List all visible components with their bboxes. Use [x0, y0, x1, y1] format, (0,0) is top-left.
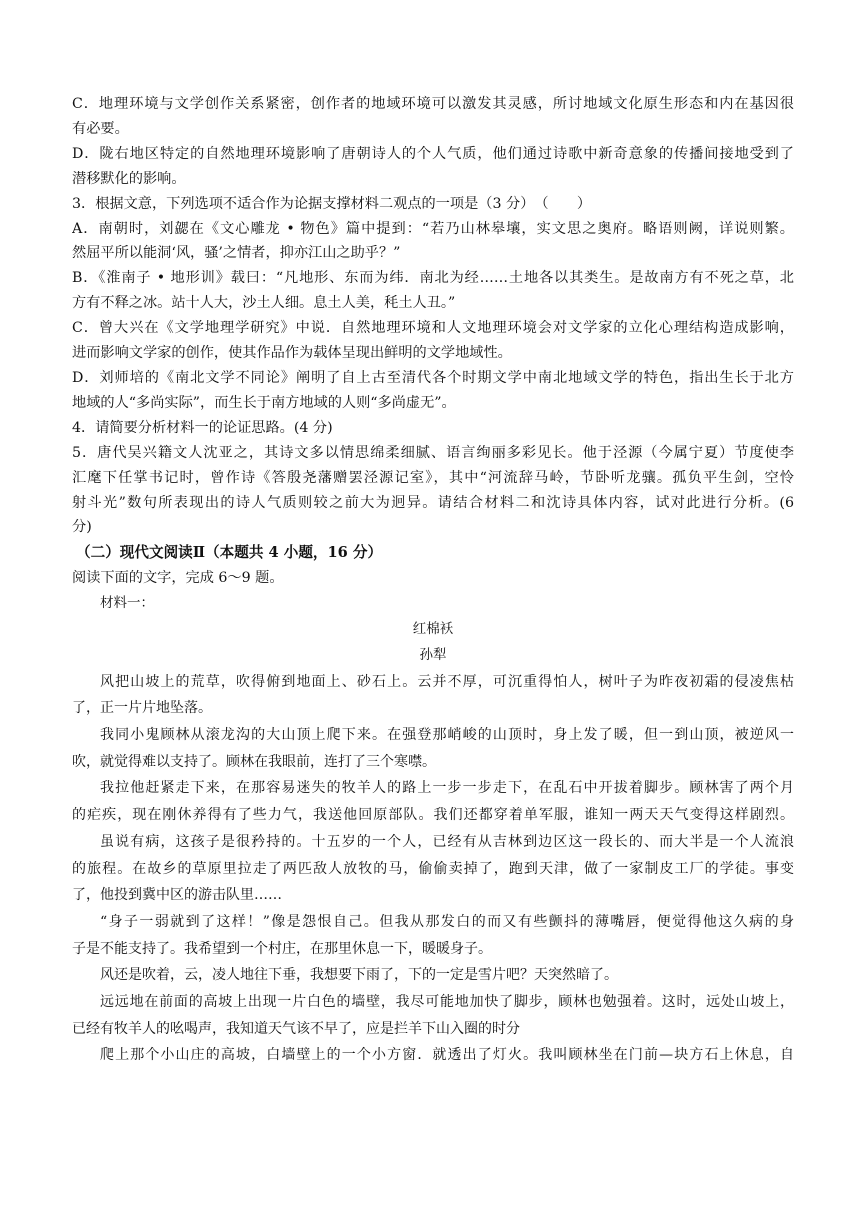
section-heading: （二）现代文阅读Ⅱ（本题共 4 小题，16 分）: [76, 544, 383, 562]
story-line: 了，正一片片地坠落。: [72, 700, 212, 717]
story-line: 风把山坡上的荒草，吹得俯到地面上、砂石上。云并不厚，可沉重得怕人，树叶子为昨夜初霜的侵凌焦枯: [100, 673, 794, 690]
text-line: 地域的人“多尚实际”，而生长于南方地域的人则“多尚虚无”。: [72, 394, 456, 411]
text-line: 汇麾下任掌书记时，曾作诗《答殷尧藩赠罢泾源记室》，其中“河流辞马岭，节卧听龙骧。孤负平生剑，空怜: [72, 469, 794, 486]
story-line: 了，他投到冀中区的游击队里……: [72, 887, 282, 904]
text-line: D．陇右地区特定的自然地理环境影响了唐朝诗人的个人气质，他们通过诗歌中新奇意象的传播间接地受到了: [72, 145, 794, 162]
text-line: 潜移默化的影响。: [72, 170, 186, 187]
exam-page: [72, 92, 794, 1069]
question-3: 3．根据文意，下列选项不适合作为论据支撑材料二观点的一项是（3 分） （ ）: [72, 195, 592, 212]
story-line: “身子一弱就到了这样！”像是怨恨自己。但我从那发白的而又有些颤抖的薄嘴唇，便觉得他这久病的身: [100, 913, 794, 930]
text-line: 方有不释之冰。站十人大，沙土人细。息土人美，秏土人丑。”: [72, 295, 456, 312]
text-line: 然屈平所以能洞‘风，骚’之情者，抑亦江山之助乎？”: [72, 245, 401, 262]
story-line: 虽说有病，这孩子是很矜持的。十五岁的一个人，已经有从吉林到边区这一段长的、而大半是一个人流浪: [100, 833, 794, 850]
story-line: 风还是吹着，云，凌人地往下垂，我想要下雨了，下的一定是雪片吧？天突然暗了。: [100, 967, 618, 984]
instruction-text: 阅读下面的文字，完成 6～9 题。: [72, 569, 284, 586]
text-line: D．刘师培的《南北文学不同论》阐明了自上古至清代各个时期文学中南北地域文学的特色，指出生长于北方: [72, 369, 794, 386]
story-line: 我同小鬼顾林从滚龙沟的大山顶上爬下来。在强登那峭峻的山顶时，身上发了暖，但一到山顶，被逆风一: [100, 727, 794, 744]
story-line: 吹，就觉得难以支持了。顾林在我眼前，连打了三个寒噤。: [72, 753, 436, 770]
story-line: 远远地在前面的高坡上出现一片白色的墙壁，我尽可能地加快了脚步，顾林也勉强着。这时，远处山坡上，: [100, 994, 794, 1011]
text-line: 有必要。: [72, 120, 129, 137]
question-4: 4．请简要分析材料一的论证思路。(4 分): [72, 419, 333, 436]
text-line: 分): [72, 519, 92, 536]
story-title: 红棉袄: [412, 620, 454, 637]
story-line: 爬上那个小山庄的高坡，白墙壁上的一个小方窗．就透出了灯火。我叫顾林坐在门前—块方石上休息，自: [100, 1047, 794, 1064]
text-line: C．曾大兴在《文学地理学研究》中说．自然地理环境和人文地理环境会对文学家的立化心理结构造成影响，: [72, 320, 794, 337]
text-line: B．《淮南子 • 地形训》载曰：“凡地形、东而为纬．南北为经……土地各以其类生。是故南方有不死之草，北: [72, 270, 794, 287]
text-line: 射斗光”数句所表现出的诗人气质则较之前大为迥异。请结合材料二和沈诗具体内容，试对此进行分析。(6: [72, 494, 794, 511]
story-line: 的疟疾，现在刚休养得有了些力气，我送他回原部队。我们还都穿着单军服，谁知一两天天气变得这样剧烈。: [72, 807, 794, 824]
text-line: A．南朝时，刘勰在《文心雕龙 • 物色》篇中提到：“若乃山林皋壤，实文思之奥府。略语则阙，详说则繁。: [72, 220, 794, 237]
material-label: 材料一：: [100, 594, 154, 611]
story-line: 已经有牧羊人的吆喝声，我知道天气该不早了，应是拦羊下山入圈的时分: [72, 1020, 520, 1037]
question-5: 5．唐代吴兴籍文人沈亚之，其诗文多以情思绵柔细腻、语言绚丽多彩见长。他于泾源（今属宁夏）节度使李: [72, 444, 794, 461]
story-line: 子是不能支持了。我希望到一个村庄，在那里休息一下，暖暖身子。: [72, 940, 492, 957]
text-line: C．地理环境与文学创作关系紧密，创作者的地域环境可以激发其灵感，所讨地域文化原生形态和内在基因很: [72, 96, 794, 112]
story-author: 孙犁: [419, 647, 447, 664]
story-line: 我拉他赶紧走下来，在那容易迷失的牧羊人的路上一步一步走下，在乱石中开拔着脚步。顾林害了两个月: [100, 780, 794, 797]
story-line: 的旅程。在故乡的草原里拉走了两匹敌人放牧的马，偷偷卖掉了，跑到天津，做了一家制皮工厂的学徒。事变: [72, 860, 794, 877]
text-line: 进而影响文学家的创作，使其作品作为载体呈现出鲜明的文学地域性。: [72, 345, 512, 362]
